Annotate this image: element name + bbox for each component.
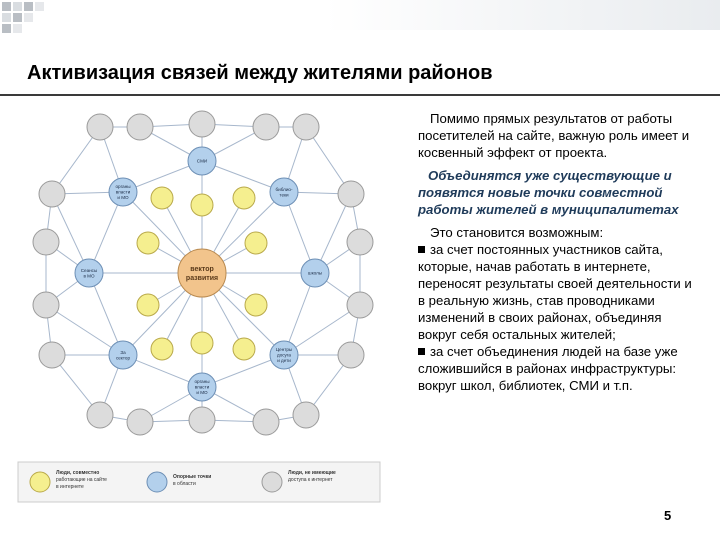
blue-label-line: органы xyxy=(115,184,131,190)
blue-label-line: теки xyxy=(279,192,289,198)
blue-label-line: органы xyxy=(194,379,210,385)
corner-squares-graphic xyxy=(0,0,60,40)
blue-label-line: СМИ xyxy=(196,158,208,164)
blue-label-upper-left xyxy=(115,184,130,200)
deco-square xyxy=(13,2,22,11)
deco-square xyxy=(24,2,33,11)
blue-label-line: власти xyxy=(115,189,131,195)
blue-label-line: За xyxy=(120,349,126,355)
bullet-item-1 xyxy=(418,241,696,343)
legend-line: в интернете xyxy=(56,484,84,490)
gray-node xyxy=(33,292,59,318)
legend-gray-text xyxy=(288,470,336,483)
blue-label-line: Центры xyxy=(275,347,293,353)
intro-paragraph: Помимо прямых результатов от работы посетителей на сайте, важную роль имеет и косвенный эффект от проекта. xyxy=(418,111,690,160)
deco-square xyxy=(2,24,11,33)
deco-square xyxy=(2,2,11,11)
deco-square xyxy=(2,13,11,22)
deco-square xyxy=(13,13,22,22)
gray-node xyxy=(87,114,113,140)
bullet-text-1: за счет постоянных участников сайта, которые, начав работать в интернете, переносят результаты своей деятельности и в реальную жизнь, став проводниками изменений в своих районах, объединяя вокруг себя остальных жителей; xyxy=(418,242,692,342)
center-label-line2: развития xyxy=(185,275,219,282)
gray-node xyxy=(39,342,65,368)
possible-paragraph: Это становится возможным: xyxy=(430,225,604,240)
yellow-node xyxy=(191,194,213,216)
title-underline xyxy=(0,94,720,96)
center-label-line1: вектор xyxy=(190,266,214,273)
header-gradient-bar xyxy=(0,0,720,30)
blue-label-bottom xyxy=(194,379,209,395)
blue-label-line: и МО xyxy=(117,195,129,200)
blue-label-line: Сеансы xyxy=(80,267,98,273)
gray-node xyxy=(293,402,319,428)
gray-node xyxy=(253,409,279,435)
blue-label-line: школы xyxy=(307,270,323,276)
deco-square xyxy=(24,13,33,22)
blue-label-top xyxy=(197,159,207,164)
legend-line: работающие на сайте xyxy=(56,477,107,483)
yellow-node xyxy=(245,232,267,254)
diagram-legend xyxy=(18,462,380,502)
gray-node xyxy=(253,114,279,140)
bullet-square-icon xyxy=(418,348,425,355)
gray-node xyxy=(189,407,215,433)
gray-node xyxy=(127,409,153,435)
gray-node xyxy=(189,111,215,137)
center-node xyxy=(178,249,226,297)
yellow-node xyxy=(233,338,255,360)
blue-label-line: в МО xyxy=(83,273,95,279)
legend-line: в области xyxy=(173,481,196,487)
gray-node xyxy=(39,181,65,207)
gray-node xyxy=(293,114,319,140)
gray-node xyxy=(87,402,113,428)
bullet-square-icon xyxy=(418,246,425,253)
legend-line: Опорные точки xyxy=(173,474,212,480)
yellow-node xyxy=(137,294,159,316)
legend-blue-swatch xyxy=(147,472,167,492)
deco-square xyxy=(35,2,44,11)
blue-label-line: библио- xyxy=(275,186,293,192)
gray-node xyxy=(127,114,153,140)
gray-node xyxy=(347,292,373,318)
gray-node xyxy=(338,181,364,207)
network-diagram xyxy=(14,100,394,520)
yellow-node xyxy=(151,187,173,209)
legend-line: доступа к интернет xyxy=(288,477,333,483)
blue-label-line: власти xyxy=(194,384,210,390)
legend-line: Люди, не имеющие xyxy=(288,470,336,476)
page-number: 5 xyxy=(664,508,672,523)
yellow-node xyxy=(245,294,267,316)
yellow-node xyxy=(233,187,255,209)
bullet-item-2 xyxy=(418,343,696,394)
yellow-node xyxy=(191,332,213,354)
legend-yellow-swatch xyxy=(30,472,50,492)
yellow-node xyxy=(137,232,159,254)
yellow-node xyxy=(151,338,173,360)
corner-square-decoration xyxy=(0,0,60,40)
blue-label-line: сектор xyxy=(115,355,131,361)
highlight-paragraph: Объединятся уже существующие и появятся новые точки совместной работы жителей в муниципалитетах xyxy=(418,168,679,217)
blue-label-line: и МО xyxy=(196,390,208,395)
bullet-text-2: за счет объединения людей на базе уже сложившийся в районах инфраструктуры: вокруг школ, библиотек, СМИ и т.п. xyxy=(418,344,678,393)
blue-label-line: досуга xyxy=(277,352,291,358)
description-text xyxy=(418,110,696,394)
gray-node xyxy=(347,229,373,255)
slide-title: Активизация связей между жителями районов xyxy=(27,62,493,84)
blue-label-line: и дети xyxy=(277,358,291,363)
gray-node xyxy=(33,229,59,255)
deco-square xyxy=(13,24,22,33)
network-diagram-svg xyxy=(14,100,394,520)
blue-label-right xyxy=(308,271,322,276)
gray-node xyxy=(338,342,364,368)
blue-label-lower-right xyxy=(276,347,292,363)
legend-line: Люди, совместно xyxy=(56,470,100,476)
legend-gray-swatch xyxy=(262,472,282,492)
